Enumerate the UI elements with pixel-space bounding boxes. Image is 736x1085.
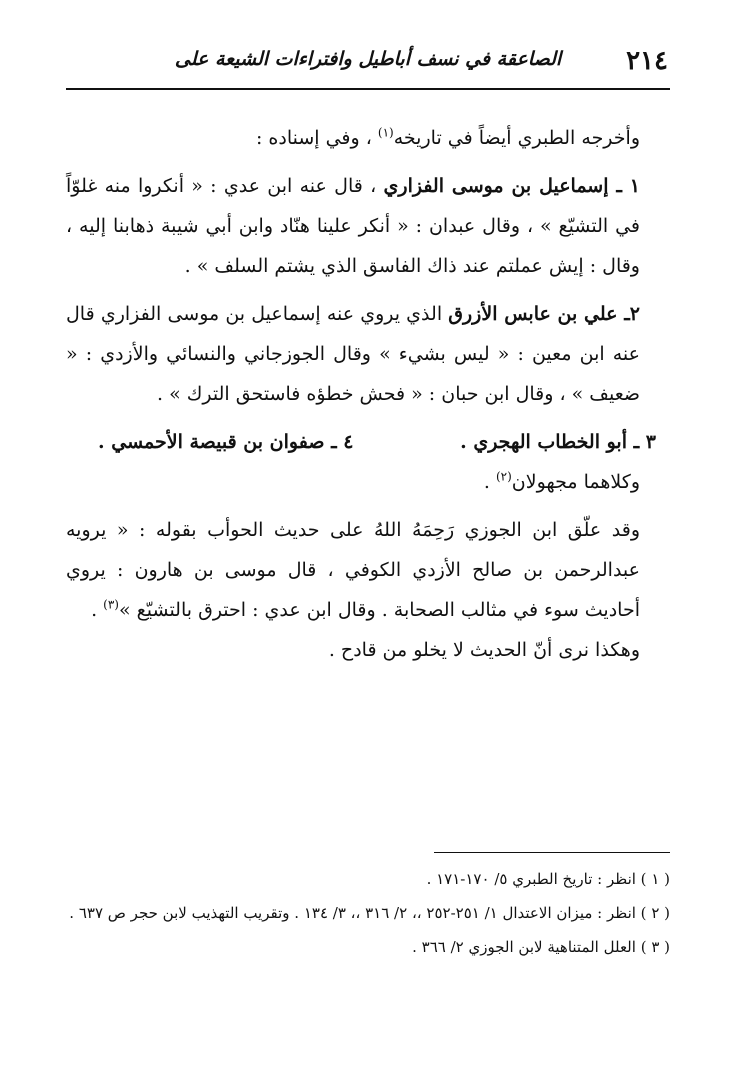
- main-text: [66, 118, 670, 670]
- intro-end-text: ، وفي إسناده :: [255, 127, 372, 149]
- page-number: ٢١٤: [626, 46, 668, 76]
- narrator-4: ٤ ـ صفوان بن قبيصة الأحمسي .: [98, 431, 354, 453]
- both-unknown-paragraph: [66, 462, 670, 502]
- narrator-1-text: ، قال عنه ابن عدي : « أنكروا منه غلوّاً في التشيّع » ، وقال عبدان : « أنكر علينا هنّاد وابن أبي شيبة ذهابنا إليه ، وقال : إيش عملتم عند ذاك الفاسق الذي يشتم السلف » .: [66, 175, 640, 277]
- ibn-jawzi-end: .: [91, 599, 98, 621]
- footnote-ref-1: (١): [377, 125, 394, 140]
- narrator-2-number: ٢ـ: [617, 303, 641, 325]
- footnote-separator: [434, 852, 670, 853]
- both-unknown-text: وكلاهما مجهولان: [511, 471, 640, 493]
- footnote-2: ( ٢ ) انظر : ميزان الاعتدال ١/ ٢٥١-٢٥٢ ،، ٢/ ٣١٦ ،، ٣/ ١٣٤ . وتقريب التهذيب لابن حجر ص ٦٣٧ .: [69, 904, 670, 922]
- intro-paragraph: [66, 118, 670, 158]
- running-title: الصاعقة في نسف أباطيل وافتراءات الشيعة على: [174, 48, 562, 70]
- both-unknown-end: .: [483, 471, 490, 493]
- narrator-1-paragraph: [66, 166, 670, 286]
- narrator-3: ٣ ـ أبو الخطاب الهجري .: [460, 431, 656, 453]
- footnote-ref-2: (٢): [495, 469, 512, 484]
- ibn-jawzi-text: وقد علّق ابن الجوزي رَحِمَهُ اللهُ على حديث الحوأب بقوله : « يرويه عبدالرحمن بن صالح الأزدي الكوفي ، قال موسى بن هارون : يروي أحاديث سوء في مثالب الصحابة . وقال ابن عدي : احترق بالتشيّع »: [66, 519, 640, 621]
- conclusion-paragraph: وهكذا نرى أنّ الحديث لا يخلو من قادح .: [328, 639, 640, 661]
- ibn-jawzi-paragraph: [66, 510, 670, 630]
- intro-text: وأخرجه الطبري أيضاً في تاريخه: [393, 127, 640, 149]
- narrator-1-number: ١ ـ: [608, 175, 640, 197]
- narrator-2-text: الذي يروي عنه إسماعيل بن موسى الفزاري قال عنه ابن معين : « ليس بشيء » وقال الجوزجاني والنسائي والأزدي : « ضعيف » ، وقال ابن حبان : « فحش خطؤه فاستحق الترك » .: [66, 303, 640, 405]
- footnote-1: ( ١ ) انظر : تاريخ الطبري ٥/ ١٧٠-١٧١ .: [426, 870, 670, 888]
- narrators-3-4-row: [66, 422, 670, 462]
- page-header: [66, 40, 670, 90]
- footnote-ref-3: (٣): [103, 597, 119, 612]
- narrator-2-name: علي بن عابس الأزرق: [448, 303, 618, 325]
- footnote-3: ( ٣ ) العلل المتناهية لابن الجوزي ٢/ ٣٦٦ .: [412, 938, 670, 956]
- narrator-1-name: إسماعيل بن موسى الفزاري: [383, 175, 609, 197]
- narrator-2-paragraph: [66, 294, 670, 414]
- footnotes: [66, 864, 670, 966]
